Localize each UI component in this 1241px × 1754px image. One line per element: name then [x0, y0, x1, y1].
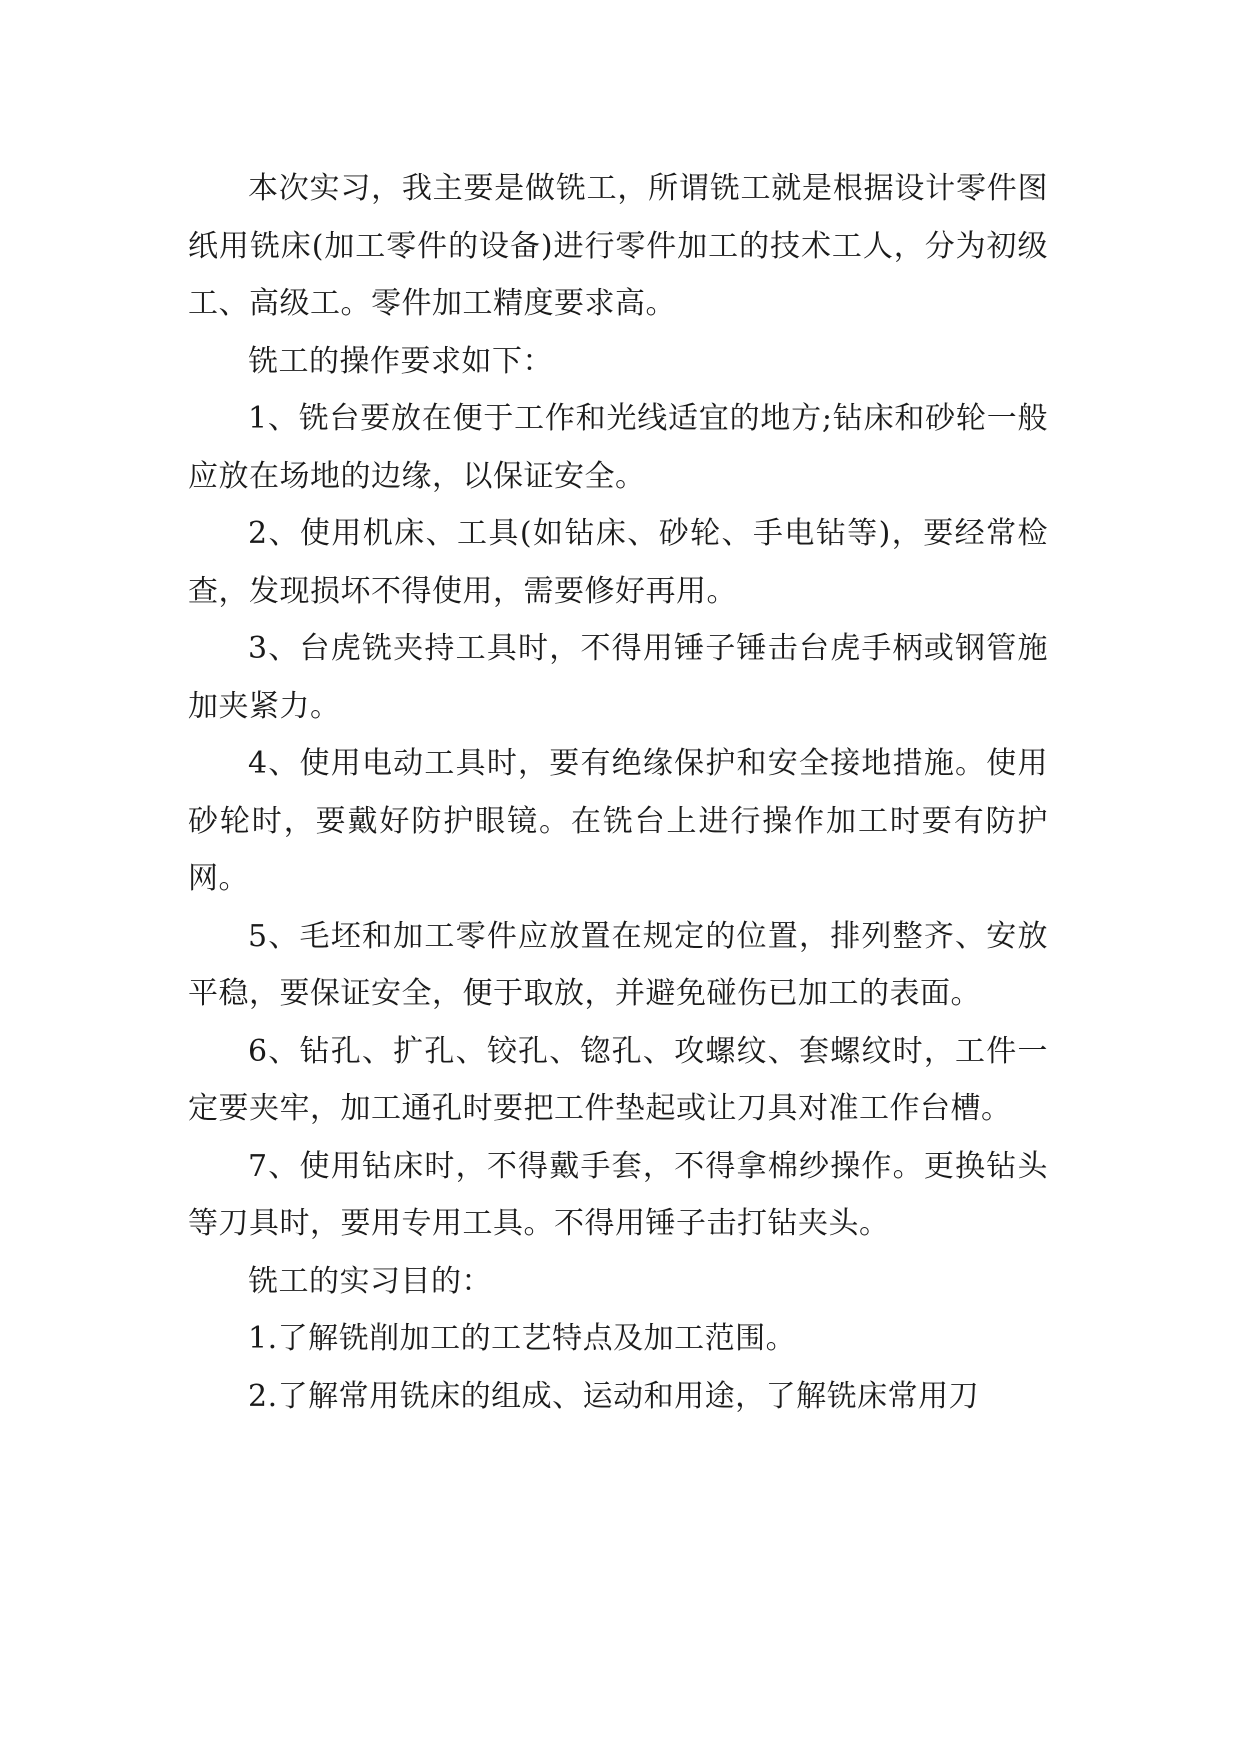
requirement-item-1: 1、铣台要放在便于工作和光线适宜的地方;钻床和砂轮一般应放在场地的边缘，以保证安全。	[188, 401, 1048, 494]
requirement-item-7: 7、使用钻床时，不得戴手套，不得拿棉纱操作。更换钻头等刀具时，要用专用工具。不得用锤子击打钻夹头。	[188, 1148, 1048, 1241]
requirement-item-3: 3、台虎铣夹持工具时，不得用锤子锤击台虎手柄或钢管施加夹紧力。	[188, 631, 1048, 724]
requirement-item-6: 6、钻孔、扩孔、铰孔、锪孔、攻螺纹、套螺纹时，工件一定要夹牢，加工通孔时要把工件垫起或让刀具对准工作台槽。	[188, 1033, 1048, 1126]
goal-item-2: 2.了解常用铣床的组成、运动和用途，了解铣床常用刀	[248, 1378, 980, 1414]
intro-paragraph: 本次实习，我主要是做铣工，所谓铣工就是根据设计零件图纸用铣床(加工零件的设备)进行零件加工的技术工人，分为初级工、高级工。零件加工精度要求高。	[188, 171, 1048, 321]
requirement-item-2: 2、使用机床、工具(如钻床、砂轮、手电钻等)，要经常检查，发现损坏不得使用，需要修好再用。	[188, 516, 1048, 609]
requirement-item-4: 4、使用电动工具时，要有绝缘保护和安全接地措施。使用砂轮时，要戴好防护眼镜。在铣台上进行操作加工时要有防护网。	[188, 746, 1048, 896]
document-body	[188, 160, 1048, 1425]
goal-item-1: 1.了解铣削加工的工艺特点及加工范围。	[248, 1321, 797, 1356]
operation-requirements-heading: 铣工的操作要求如下：	[248, 343, 553, 379]
requirement-item-5: 5、毛坯和加工零件应放置在规定的位置，排列整齐、安放平稳，要保证安全，便于取放，并避免碰伤已加工的表面。	[188, 918, 1048, 1011]
internship-goals-heading: 铣工的实习目的：	[248, 1263, 492, 1299]
